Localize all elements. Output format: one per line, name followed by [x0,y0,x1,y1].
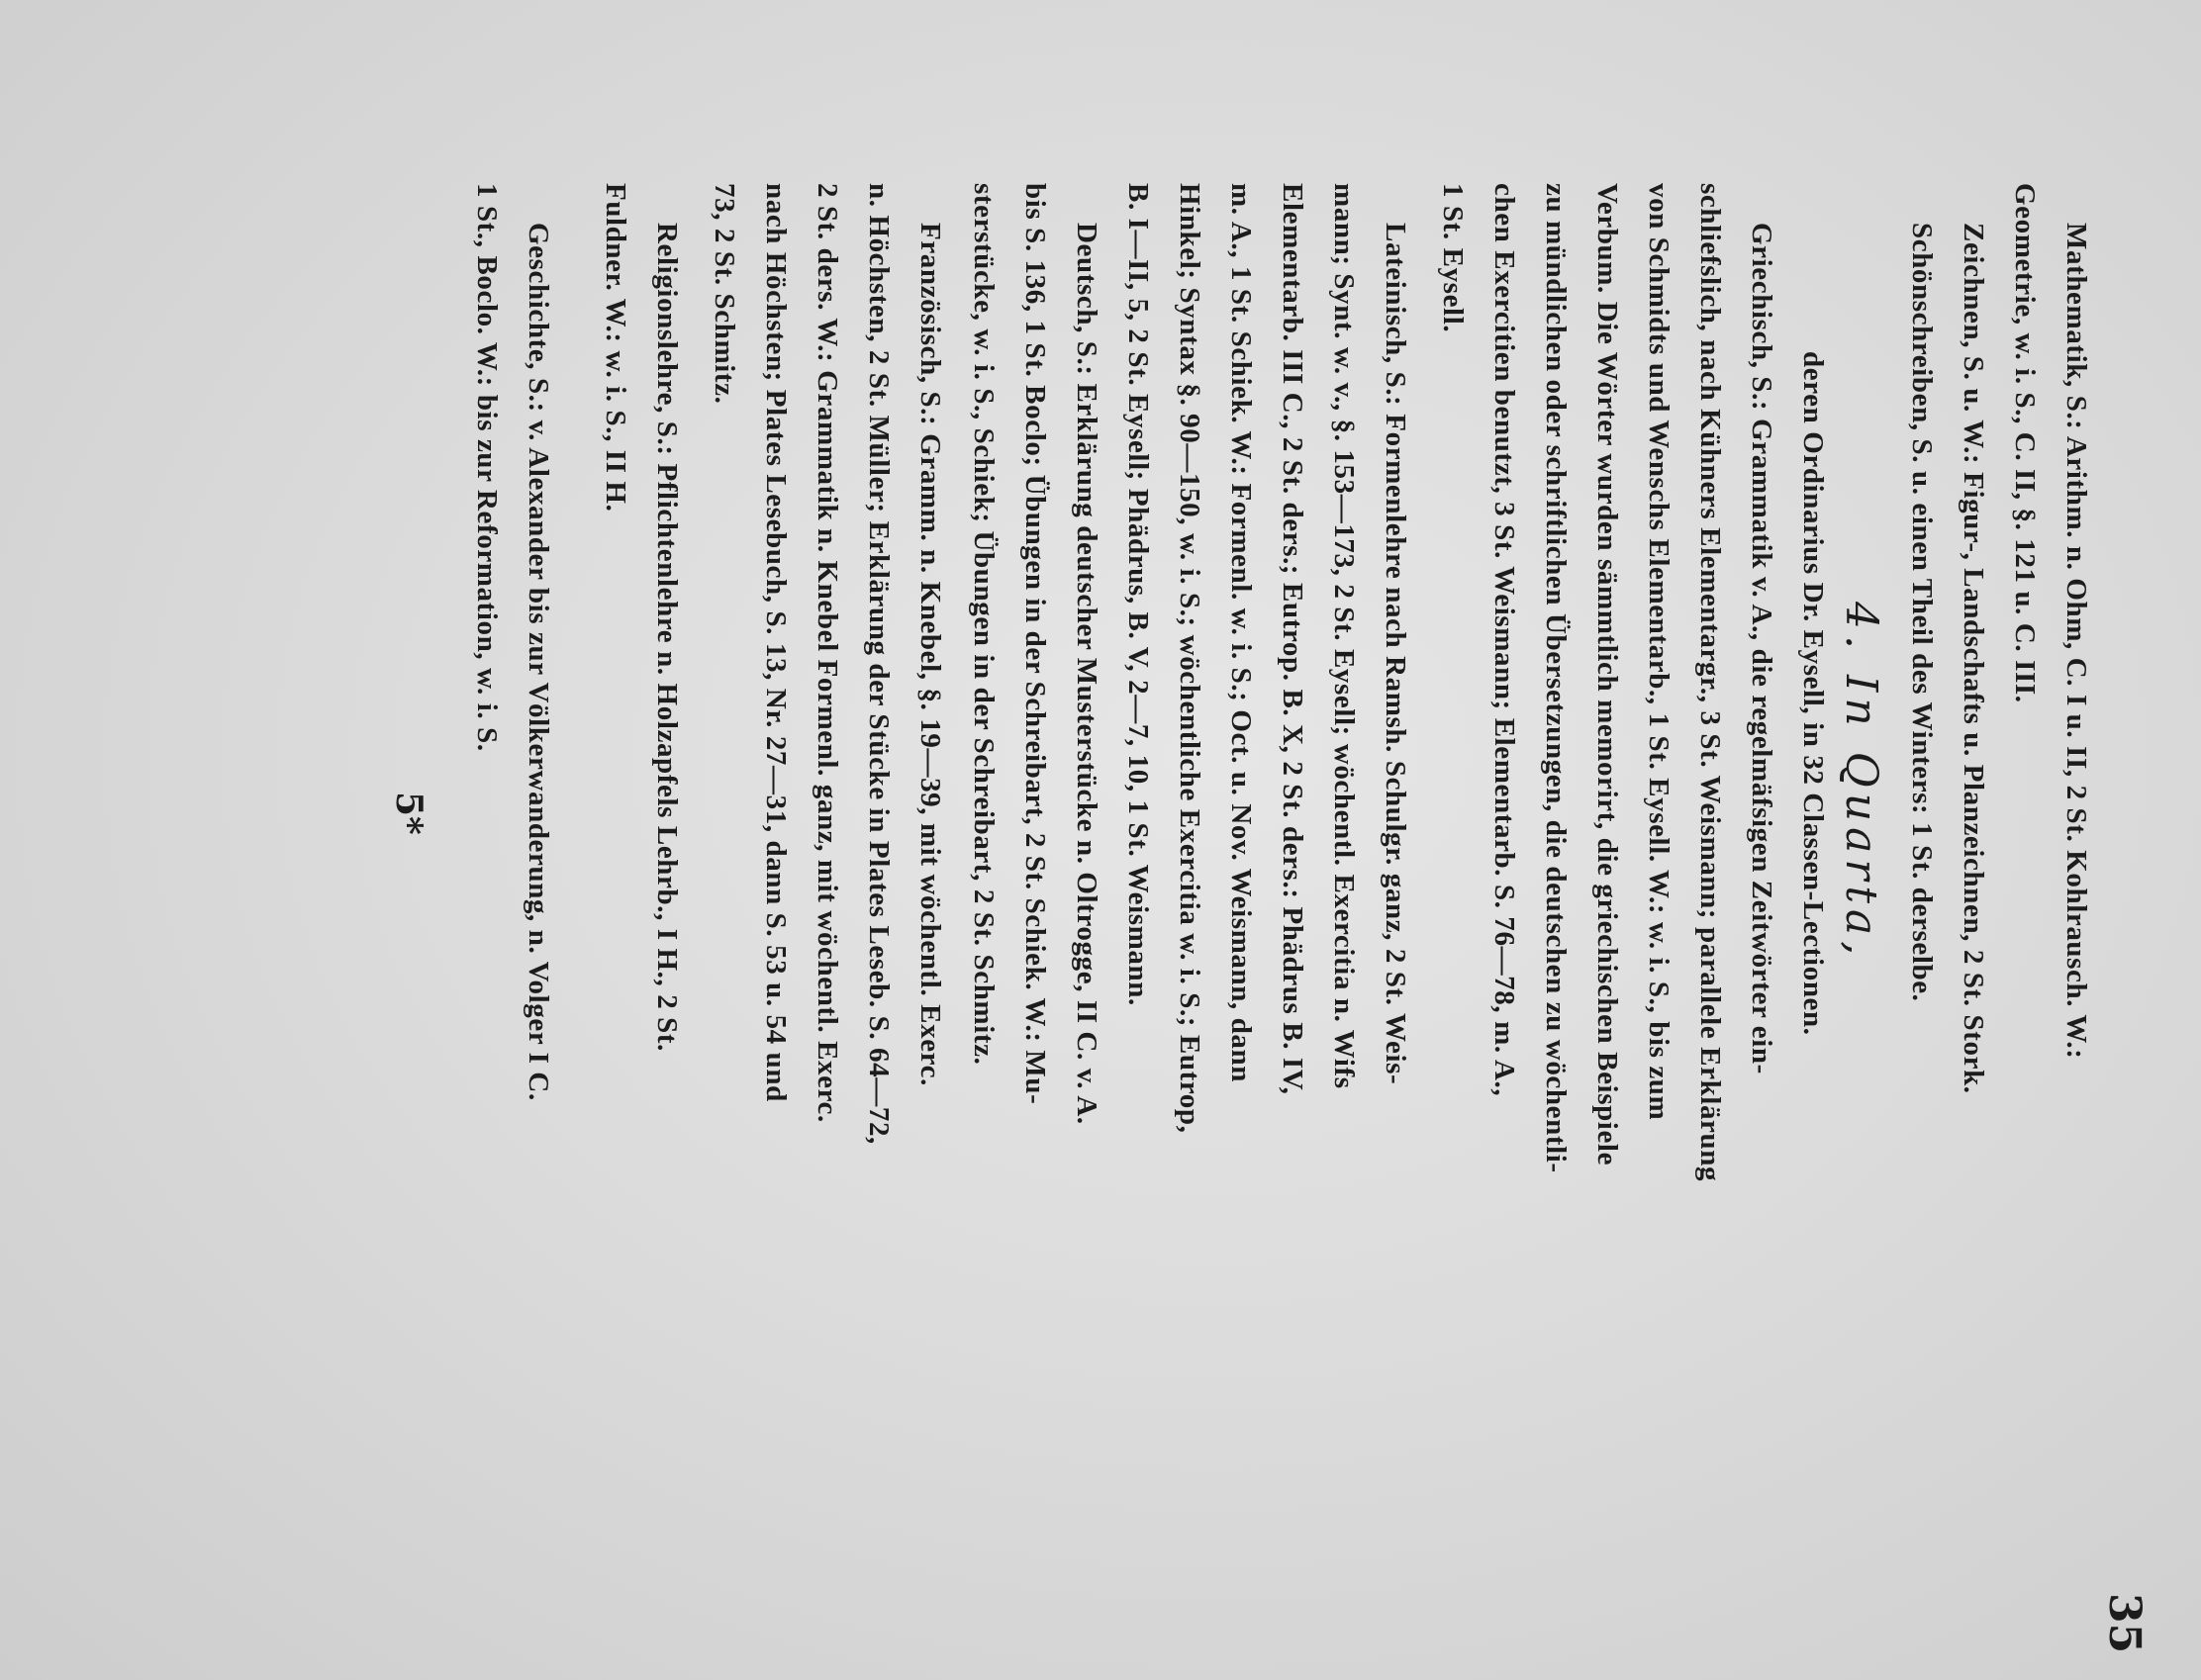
text-line: Französisch, S.: Gramm. n. Knebel, §. 19—39, mit wöchentl. Exerc. [914,223,946,1086]
text-line: Elementarb. III C., 2 St. ders.; Eutrop. B. X, 2 St. ders.: Phädrus B. IV, [1277,183,1308,1095]
text-line: schliefslich, nach Kühners Elementargr., 3 St. Weismann; parallele Erklärung [1694,183,1726,1182]
text-line: Mathematik, S.: Arithm. n. Ohm, C. I u. II, 2 St. Kohlrausch. W.: [2060,223,2092,1060]
text-line: mann; Synt. w. v., §. 153—173, 2 St. Eysell; wöchentl. Exercitia n. Wifs [1328,183,1360,1089]
text-line: Religionslehre, S.: Pflichtenlehre n. Holzapfels Lehrb., I H., 2 St. [651,223,683,1053]
text-line: sterstücke, w. i. S., Schiek; Übungen in der Schreibart, 2 St. Schmitz. [968,183,1000,1066]
text-line: 1 St., Boclo. W.: bis zur Reformation, w. i. S. [471,183,503,752]
text-line: zu mündlichen oder schriftlichen Übersetzungen, die deutschen zu wöchentli- [1540,183,1572,1173]
text-line: von Schmidts und Wenschs Elementarb., 1 St. Eysell. W.: w. i. S., bis zum [1643,183,1675,1121]
text-line: deren Ordinarius Dr. Eysell, in 32 Classen-Lectionen. [1797,351,1829,1036]
text-line: Verbum. Die Wörter wurden sämmtlich memorirt, die griechischen Beispiele [1591,183,1623,1167]
text-line: Geschichte, S.: v. Alexander bis zur Völkerwanderung, n. Volger I C. [523,223,554,1101]
text-line: m. A., 1 St. Schiek. W.: Formenl. w. i. S.; Oct. u. Nov. Weismann, dann [1225,183,1257,1082]
text-line: Hinkel; Syntax §. 90—150, w. i. S.; wöchentliche Exercitia w. i. S.; Eutrop, [1174,183,1205,1134]
text-line: 73, 2 St. Schmitz. [709,183,740,405]
text-line: B. I—II, 5, 2 St. Eysell; Phädrus, B. V, 2—7, 10, 1 St. Weismann. [1122,183,1154,1006]
page-number: 35 [2099,1593,2150,1654]
text-line: Zeichnen, S. u. W.: Figur-, Landschafts u. Planzeichnen, 2 St. Stork. [1958,223,1989,1094]
text-line: nach Höchsten; Plates Lesebuch, S. 13, Nr. 27—31, dann S. 53 u. 54 und [760,183,792,1102]
text-line: Deutsch, S.: Erklärung deutscher Musterstücke n. Oltrogge, II C. v. A. [1071,223,1102,1125]
text-line: 2 St. ders. W.: Grammatik n. Knebel Formenl. ganz, mit wöchentl. Exerc. [812,183,843,1123]
text-line: Griechisch, S.: Grammatik v. A., die regelmäfsigen Zeitwörter ein- [1746,223,1777,1074]
text-line: chen Exercitien benutzt, 3 St. Weismann; Elementarb. S. 76—78, m. A., [1488,183,1520,1097]
text-line: Schönschreiben, S. u. einen Theil des Winters: 1 St. derselbe. [1906,223,1938,1002]
section-heading: 4. In Quarta, [1836,602,1886,962]
signature-mark: 5* [388,792,430,835]
text-line: n. Höchsten, 2 St. Müller; Erklärung der Stücke in Plates Leseb. S. 64—72, [863,183,895,1145]
text-line: bis S. 136, 1 St. Boclo; Übungen in der Schreibart, 2 St. Schiek. W.: Mu- [1019,183,1051,1105]
text-line: 1 St. Eysell. [1437,183,1469,333]
text-line: Fuldner. W.: w. i. S., II H. [600,183,631,513]
text-line: Lateinisch, S.: Formenlehre nach Ramsh. Schulgr. ganz, 2 St. Weis- [1380,223,1411,1085]
text-line: Geometrie, w. i. S., C. II, §. 121 u. C. III. [2009,183,2041,703]
